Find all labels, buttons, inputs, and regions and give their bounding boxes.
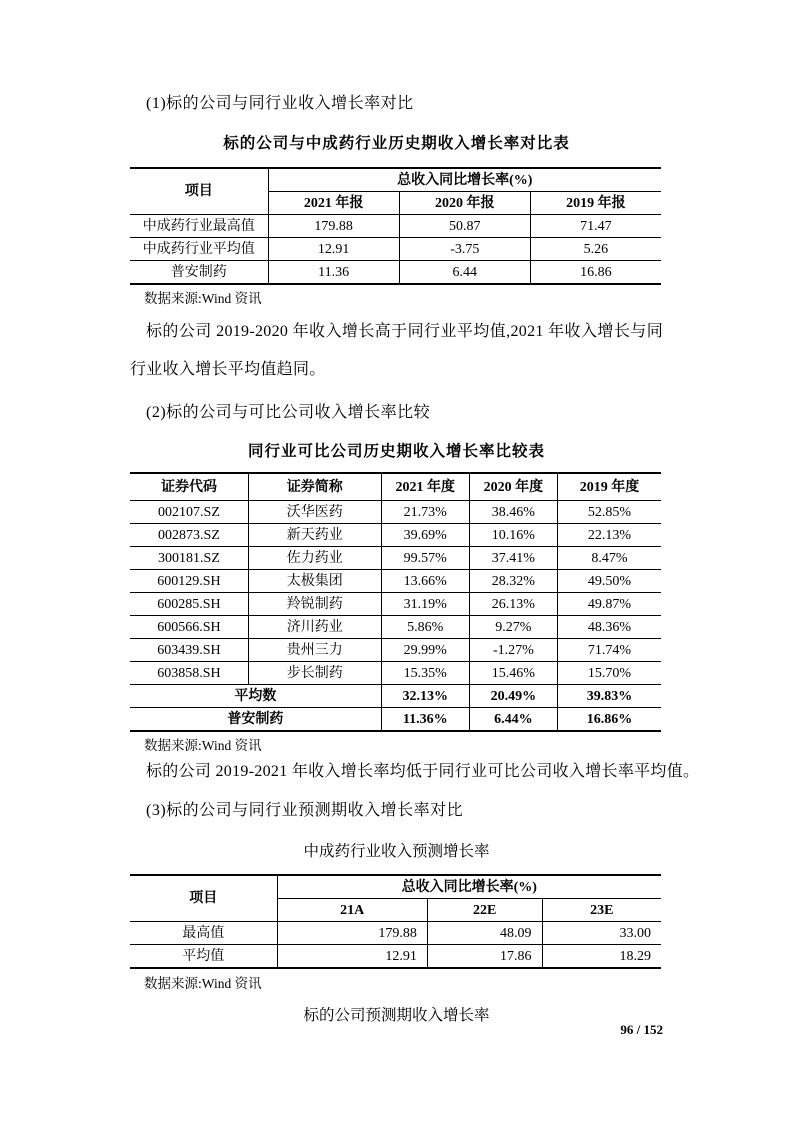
cell-value: 49.87% xyxy=(557,593,661,616)
industry-forecast-growth-table xyxy=(130,874,661,969)
row-label: 中成药行业平均值 xyxy=(130,238,268,261)
summary-row-average xyxy=(130,685,661,708)
cell-value: 20.49% xyxy=(469,685,557,708)
cell-value: 16.86 xyxy=(530,261,661,285)
cell-value: 26.13% xyxy=(469,593,557,616)
cell-value: 15.35% xyxy=(381,662,469,685)
data-source-note: 数据来源:Wind 资讯 xyxy=(144,976,262,991)
col-header-2021: 2021 年度 xyxy=(381,473,469,501)
table3-item-header: 项目 xyxy=(130,875,277,922)
section-heading-3: (3)标的公司与同行业预测期收入增长率对比 xyxy=(146,802,464,819)
cell-value: 52.85% xyxy=(557,501,661,524)
summary-label: 普安制药 xyxy=(130,708,381,732)
body-paragraph-2: 标的公司 2019-2021 年收入增长率均低于同行业可比公司收入增长率平均值。 xyxy=(146,763,700,780)
cell-value: 13.66% xyxy=(381,570,469,593)
stock-name: 佐力药业 xyxy=(248,547,381,570)
stock-name: 羚锐制药 xyxy=(248,593,381,616)
stock-code: 600129.SH xyxy=(130,570,248,593)
cell-value: 28.32% xyxy=(469,570,557,593)
table3-group-header: 总收入同比增长率(%) xyxy=(277,875,661,899)
col-header-2019: 2019 年度 xyxy=(557,473,661,501)
table1-year-header: 2019 年报 xyxy=(530,192,661,215)
cell-value: 6.44 xyxy=(399,261,530,285)
stock-name: 贵州三力 xyxy=(248,639,381,662)
cell-value: 5.26 xyxy=(530,238,661,261)
cell-value: 48.09 xyxy=(427,922,542,945)
page-number: 96 / 152 xyxy=(620,1022,663,1037)
table3-caption: 中成药行业收入预测增长率 xyxy=(303,843,490,860)
col-header-name: 证券简称 xyxy=(248,473,381,501)
table-row xyxy=(130,261,661,285)
table1-caption: 标的公司与中成药行业历史期收入增长率对比表 xyxy=(223,135,570,152)
stock-name: 太极集团 xyxy=(248,570,381,593)
summary-row-target xyxy=(130,708,661,732)
cell-value: 179.88 xyxy=(277,922,427,945)
cell-value: 12.91 xyxy=(268,238,399,261)
table4-caption: 标的公司预测期收入增长率 xyxy=(303,1007,490,1024)
cell-value: 49.50% xyxy=(557,570,661,593)
cell-value: 11.36% xyxy=(381,708,469,732)
table1-group-header-row xyxy=(130,168,661,192)
cell-value: 50.87 xyxy=(399,215,530,238)
cell-value: 37.41% xyxy=(469,547,557,570)
table1-group-header: 总收入同比增长率(%) xyxy=(268,168,661,192)
cell-value: 33.00 xyxy=(542,922,661,945)
stock-code: 002873.SZ xyxy=(130,524,248,547)
cell-value: 11.36 xyxy=(268,261,399,285)
table1-year-header: 2020 年报 xyxy=(399,192,530,215)
cell-value: 17.86 xyxy=(427,945,542,969)
table-row xyxy=(130,662,661,685)
cell-value: 179.88 xyxy=(268,215,399,238)
stock-name: 新天药业 xyxy=(248,524,381,547)
cell-value: 15.70% xyxy=(557,662,661,685)
cell-value: 71.74% xyxy=(557,639,661,662)
cell-value: 6.44% xyxy=(469,708,557,732)
cell-value: 16.86% xyxy=(557,708,661,732)
row-label: 平均值 xyxy=(130,945,277,969)
table-row xyxy=(130,593,661,616)
stock-name: 济川药业 xyxy=(248,616,381,639)
table-row xyxy=(130,524,661,547)
stock-name: 沃华医药 xyxy=(248,501,381,524)
cell-value: 15.46% xyxy=(469,662,557,685)
cell-value: 31.19% xyxy=(381,593,469,616)
cell-value: 29.99% xyxy=(381,639,469,662)
comparable-companies-growth-table xyxy=(130,472,661,732)
cell-value: 18.29 xyxy=(542,945,661,969)
stock-name: 步长制药 xyxy=(248,662,381,685)
table-row xyxy=(130,501,661,524)
table3-year-header: 22E xyxy=(427,899,542,922)
cell-value: 10.16% xyxy=(469,524,557,547)
table2-header-row xyxy=(130,473,661,501)
data-source-note: 数据来源:Wind 资讯 xyxy=(144,738,262,753)
row-label: 普安制药 xyxy=(130,261,268,285)
section-heading-2: (2)标的公司与可比公司收入增长率比较 xyxy=(146,404,431,421)
table-row xyxy=(130,616,661,639)
cell-value: -3.75 xyxy=(399,238,530,261)
table-row xyxy=(130,547,661,570)
cell-value: 48.36% xyxy=(557,616,661,639)
cell-value: 39.83% xyxy=(557,685,661,708)
table1-item-header: 项目 xyxy=(130,168,268,215)
stock-code: 300181.SZ xyxy=(130,547,248,570)
row-label: 中成药行业最高值 xyxy=(130,215,268,238)
summary-label: 平均数 xyxy=(130,685,381,708)
cell-value: 71.47 xyxy=(530,215,661,238)
table3-year-header: 21A xyxy=(277,899,427,922)
cell-value: 5.86% xyxy=(381,616,469,639)
data-source-note: 数据来源:Wind 资讯 xyxy=(144,291,262,306)
stock-code: 002107.SZ xyxy=(130,501,248,524)
table-row xyxy=(130,215,661,238)
cell-value: 38.46% xyxy=(469,501,557,524)
section-heading-1: (1)标的公司与同行业收入增长率对比 xyxy=(146,95,414,112)
table-row xyxy=(130,639,661,662)
stock-code: 600566.SH xyxy=(130,616,248,639)
body-paragraph-1: 标的公司 2019-2020 年收入增长高于同行业平均值,2021 年收入增长与同行业收入增长平均值趋同。 xyxy=(130,323,663,378)
table3-group-header-row xyxy=(130,875,661,899)
cell-value: 8.47% xyxy=(557,547,661,570)
cell-value: 9.27% xyxy=(469,616,557,639)
cell-value: -1.27% xyxy=(469,639,557,662)
cell-value: 21.73% xyxy=(381,501,469,524)
stock-code: 603439.SH xyxy=(130,639,248,662)
table-row xyxy=(130,922,661,945)
cell-value: 32.13% xyxy=(381,685,469,708)
table-row xyxy=(130,238,661,261)
cell-value: 22.13% xyxy=(557,524,661,547)
table2-caption: 同行业可比公司历史期收入增长率比较表 xyxy=(247,443,545,460)
cell-value: 12.91 xyxy=(277,945,427,969)
stock-code: 603858.SH xyxy=(130,662,248,685)
col-header-2020: 2020 年度 xyxy=(469,473,557,501)
cell-value: 99.57% xyxy=(381,547,469,570)
table-row xyxy=(130,570,661,593)
cell-value: 39.69% xyxy=(381,524,469,547)
table-row xyxy=(130,945,661,969)
industry-history-growth-table xyxy=(130,167,661,285)
table1-year-header: 2021 年报 xyxy=(268,192,399,215)
table3-year-header: 23E xyxy=(542,899,661,922)
col-header-code: 证券代码 xyxy=(130,473,248,501)
stock-code: 600285.SH xyxy=(130,593,248,616)
row-label: 最高值 xyxy=(130,922,277,945)
